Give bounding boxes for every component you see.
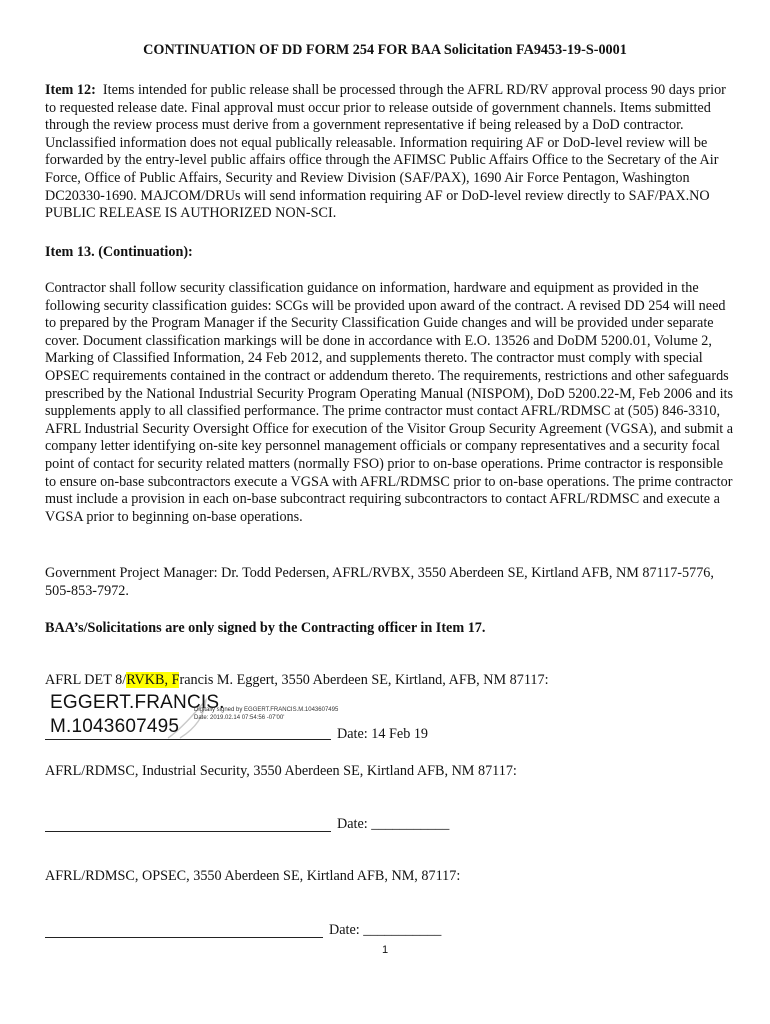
page-number: 1 bbox=[381, 944, 389, 956]
item-13-text: Contractor shall follow security classification guidance on information, hardware and equipment as provided in the following security classification guides: SCGs will be provided upon award of the contract. A revised DD 254 will need to prepared by the Program Manager if the Security Classification Guide changes and will be provided under separate cover. Document classification markings will be done in accordance with E.O. 13526 and DoDM 5200.01, Volume 2, Marking of Classified Information, 24 Feb 2012, and supplements thereto. The contractor must comply with special OPSEC requirements contained in the contract or addendum thereto. The requirements, restrictions and other safeguards prescribed by the National Industrial Security Program Operating Manual (NISPOM), DoD 5200.22-M, Feb 2006 and its supplements apply to all classified performance. The prime contractor must contact AFRL/RDMSC at (505) 846-3310, AFRL Industrial Security Oversight Office for execution of the Visitor Group Security Agreement (VGSA), and submit a company letter identifying on-site key personnel management officials or company representatives and a security focal point of contact for security related matters (normally FSO) prior to on-base operations. Prime contractor is responsible to ensure on-base subcontractors execute a VGSA with AFRL/RDMSC prior to on-base operations. The prime contractor must include a provision in each on-base subcontract requiring subcontractors to contact AFRL/RDMSC and execute a VGSA prior to beginning on-base operations. bbox=[45, 280, 734, 525]
signature-line-1 bbox=[45, 739, 331, 740]
item-13-heading: Item 13. (Continuation): bbox=[45, 244, 193, 260]
signature-name-line-2: M.1043607495 bbox=[50, 716, 180, 737]
signatory-3-date: Date: ___________ bbox=[329, 922, 442, 938]
project-manager-paragraph: Government Project Manager: Dr. Todd Pedersen, AFRL/RVBX, 3550 Aberdeen SE, Kirtland AFB, NM 87117-5776, 505-853-7972. bbox=[45, 565, 714, 599]
signing-note: BAA’s/Solicitations are only signed by the Contracting officer in Item 17. bbox=[45, 620, 486, 636]
signature-line-2 bbox=[45, 831, 331, 832]
item-12-label: Item 12: bbox=[45, 82, 96, 98]
signatory-1-line bbox=[45, 672, 735, 690]
signature-name-line-1: EGGERT.FRANCIS. bbox=[50, 692, 225, 713]
item-12-text: Items intended for public release shall be processed through the AFRL RD/RV approval process 90 days prior to requested release date. Final approval must occur prior to release outside of government channels. Items submitted through the review process must derive from a government representative if being released by a DoD contractor. Unclassified information does not equal publically releasable. Information requiring AF or DoD-level review will be forwarded by the entry-level public affairs office through the AFIMSC Public Affairs Office to the Secretary of the Air Force, Office of Public Affairs, Security and Review Division (SAF/PAX), 1690 Air Force Pentagon, Washington DC20330-1690. MAJCOM/DRUs will send information requiring AF or DoD-level review directly to SAF/PAX.NO PUBLIC RELEASE IS AUTHORIZED NON-SCI. bbox=[45, 82, 726, 222]
signatory-1-suffix: rancis M. Eggert, 3550 Aberdeen SE, Kirtland, AFB, NM 87117: bbox=[179, 672, 549, 688]
page-title: CONTINUATION OF DD FORM 254 FOR BAA Solicitation FA9453-19-S-0001 bbox=[143, 42, 627, 58]
signatory-2-date: Date: ___________ bbox=[337, 816, 450, 832]
signatory-3-line: AFRL/RDMSC, OPSEC, 3550 Aberdeen SE, Kirtland AFB, NM, 87117: bbox=[45, 868, 461, 884]
highlighted-text: RVKB, F bbox=[126, 672, 180, 688]
signatory-1-date: Date: 14 Feb 19 bbox=[337, 726, 429, 742]
item-12-paragraph bbox=[45, 82, 735, 223]
signatory-2-line: AFRL/RDMSC, Industrial Security, 3550 Aberdeen SE, Kirtland AFB, NM 87117: bbox=[45, 763, 517, 779]
digital-signature-note-2: Date: 2019.02.14 07:54:56 -07'00' bbox=[194, 715, 285, 721]
signatory-1-prefix: AFRL DET 8/ bbox=[45, 672, 127, 688]
digital-signature-note-1: Digitally signed by EGGERT.FRANCIS.M.1043607495 bbox=[194, 707, 339, 713]
signature-line-3 bbox=[45, 937, 323, 938]
